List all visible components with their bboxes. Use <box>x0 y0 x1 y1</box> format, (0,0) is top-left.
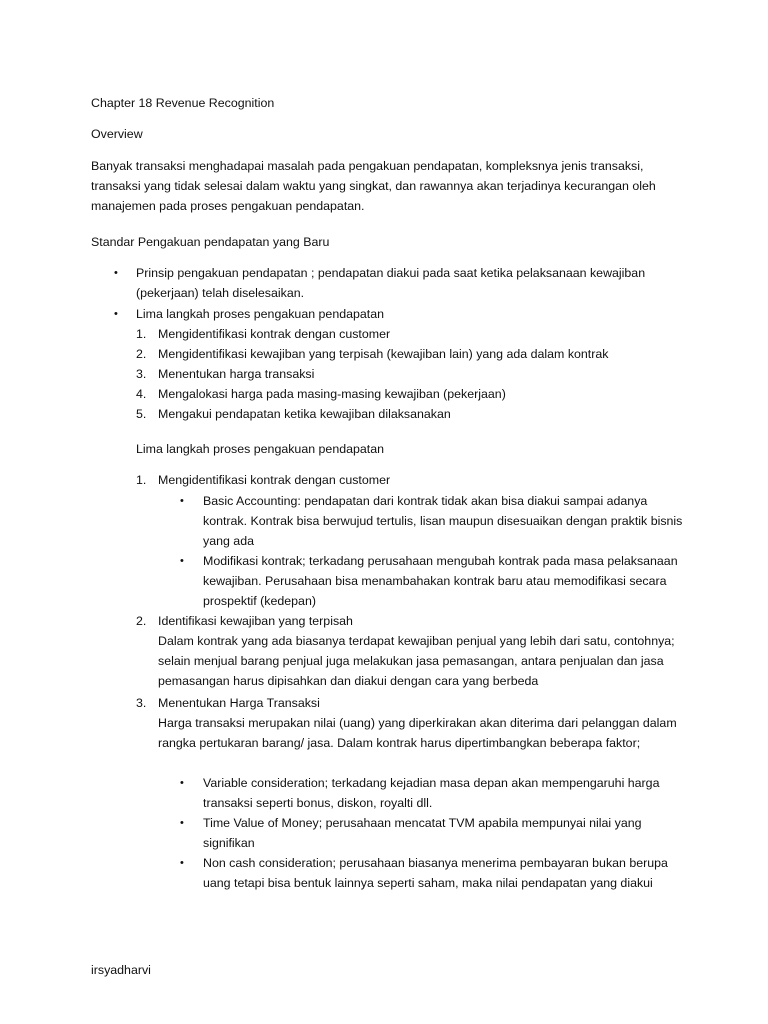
overview-paragraph: Banyak transaksi menghadapai masalah pada pengakuan pendapatan, kompleksnya jenis transaksi, transaksi yang tidak selesai dalam waktu yang singkat, dan rawannya akan terjadinya kecurangan oleh manajemen pada proses pengakuan pendapatan. <box>91 159 656 213</box>
chapter-title: Chapter 18 Revenue Recognition <box>91 96 275 110</box>
detail-number: 3. <box>136 696 147 710</box>
detail-sub-item: Basic Accounting: pendapatan dari kontrak tidak akan bisa diakui sampai adanya kontrak. Kontrak bisa berwujud tertulis, lisan maupun disesuaikan dengan praktik bisnis yang ada <box>203 494 683 548</box>
bullet-marker: • <box>114 308 118 320</box>
step-item: Mengalokasi harga pada masing-masing kewajiban (pekerjaan) <box>158 387 506 401</box>
bullet-marker: • <box>180 777 184 789</box>
detail-sub-item: Non cash consideration; perusahaan biasanya menerima pembayaran bukan berupa uang tetapi bisa bentuk lainnya seperti saham, maka nilai pendapatan yang diakui <box>203 856 668 890</box>
detail-sub-item: Variable consideration; terkadang kejadian masa depan akan mempengaruhi harga transaksi seperti bonus, diskon, royalti dll. <box>203 776 660 810</box>
bullet-marker: • <box>114 267 118 279</box>
bullet-marker: • <box>180 857 184 869</box>
step-item: Mengakui pendapatan ketika kewajiban dilaksanakan <box>158 407 451 421</box>
step-number: 3. <box>136 367 147 381</box>
detail-body: Dalam kontrak yang ada biasanya terdapat kewajiban penjual yang lebih dari satu, contohnya; selain menjual barang penjual juga melakukan jasa pemasangan, antara penjualan dan jasa pemasangan harus dipisahkan dan diakui dengan cara yang berbeda <box>158 634 675 688</box>
detail-title: Mengidentifikasi kontrak dengan customer <box>158 473 391 487</box>
detail-sub-item: Time Value of Money; perusahaan mencatat TVM apabila mempunyai nilai yang signifikan <box>203 816 642 850</box>
step-number: 1. <box>136 327 147 341</box>
bullet-marker: • <box>180 817 184 829</box>
step-item: Mengidentifikasi kontrak dengan customer <box>158 327 391 341</box>
overview-heading: Overview <box>91 127 143 141</box>
bullet-lima-langkah: Lima langkah proses pengakuan pendapatan <box>136 307 385 321</box>
bullet-prinsip: Prinsip pengakuan pendapatan ; pendapatan diakui pada saat ketika pelaksanaan kewajiban (pekerjaan) telah diselesaikan. <box>136 266 646 300</box>
footer-author: irsyadharvi <box>91 963 151 977</box>
step-number: 2. <box>136 347 147 361</box>
step-number: 5. <box>136 407 147 421</box>
detail-title: Identifikasi kewajiban yang terpisah <box>158 614 353 628</box>
detail-heading: Lima langkah proses pengakuan pendapatan <box>136 442 385 456</box>
standar-heading: Standar Pengakuan pendapatan yang Baru <box>91 235 330 249</box>
step-item: Menentukan harga transaksi <box>158 367 315 381</box>
detail-number: 1. <box>136 473 147 487</box>
detail-number: 2. <box>136 614 147 628</box>
bullet-marker: • <box>180 495 184 507</box>
detail-title: Menentukan Harga Transaksi <box>158 696 320 710</box>
detail-body: Harga transaksi merupakan nilai (uang) yang diperkirakan akan diterima dari pelanggan dalam rangka pertukaran barang/ jasa. Dalam kontrak harus dipertimbangkan beberapa faktor; <box>158 716 677 750</box>
step-item: Mengidentifikasi kewajiban yang terpisah (kewajiban lain) yang ada dalam kontrak <box>158 347 609 361</box>
detail-sub-item: Modifikasi kontrak; terkadang perusahaan mengubah kontrak pada masa pelaksanaan kewajiban. Perusahaan bisa menambahakan kontrak baru atau memodifikasi secara prospektif (kedepan) <box>203 554 678 608</box>
step-number: 4. <box>136 387 147 401</box>
bullet-marker: • <box>180 555 184 567</box>
